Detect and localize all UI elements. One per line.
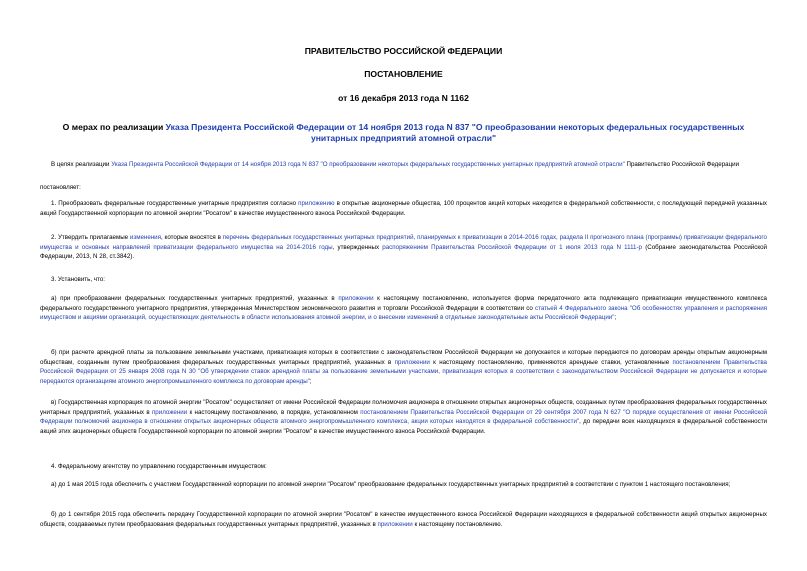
intro-decree-link[interactable]: Указа Президента Российской Федерации от 14 ноября 2013 года N 837 "О преобразовании некоторых федеральных государственных унитарных предприятий атомной отрасли" — [111, 161, 625, 168]
paragraph-4b-text-b: к настоящему постановлению. — [412, 520, 503, 528]
paragraph-4: 4. Федеральному агентству по управлению государственным имуществом: — [51, 463, 267, 470]
appendix-link[interactable]: приложении — [394, 358, 430, 366]
intro-text-2: Правительство Российской Федерации — [624, 161, 740, 168]
paragraph-2 — [40, 233, 767, 262]
decides-label: постановляет: — [40, 184, 81, 191]
paragraph-4a: а) до 1 мая 2015 года обеспечить с участием Государственной корпорации по атомной энергии "Росатом" преобразование федеральных государственных унитарных предприятий в соответствии с пунктом 1 настоящего постановления; — [51, 481, 731, 488]
paragraph-3c — [40, 398, 767, 436]
paragraph-1-text-b: в открытые акционерные общества, 100 процентов акций которых находится в федеральной собственности, с последующей передачей указанных акций Государственной корпорации по атомной энергии "Росатом" в качестве имущественного взноса Российской Федерации. — [40, 200, 767, 217]
government-order-link[interactable]: распоряжением Правительства Российской Федерации от 1 июля 2013 года N 1111-р — [382, 243, 642, 251]
title-decree-link[interactable]: Указа Президента Российской Федерации от 14 ноября 2013 года N 837 "О преобразовании некоторых федеральных государственных унитарных предприятий атомной отрасли" — [165, 122, 745, 143]
title-prefix: О мерах по реализации — [62, 122, 166, 132]
paragraph-3b — [40, 348, 767, 386]
paragraph-3c-text-a: в) Государственная корпорация по атомной энергии "Росатом" осуществляет от имени Российской Федерации полномочия акционера в отношении открытых акционерных обществ, созданных путем преобразования федеральных государственных унитарных предприятий, указанных в — [40, 399, 767, 416]
paragraph-3a-text-c: ; — [614, 314, 617, 322]
paragraph-2-text-b: , которые вносятся в — [161, 234, 223, 241]
changes-link[interactable]: изменения — [129, 234, 161, 241]
document-title — [46, 122, 761, 144]
paragraph-3b-text-c: ; — [309, 377, 312, 385]
intro-text-1: В целях реализации — [51, 161, 112, 168]
resolution-30-link[interactable]: постановлением Правительства Российской Федерации от 25 января 2008 года N 30 "Об утверждении ставок арендной платы за пользование земельными участками, приватизация которых в соответствии с законодательством Российской Федерации не допускается и которые передаются организациям атомного энергопромышленного комплекса по договорам аренды" — [40, 358, 767, 385]
federal-law-article-link[interactable]: статьей 4 Федерального закона "Об особенностях управления и распоряжения имуществом и акциями организаций, осуществляющих деятельность в области использования атомной энергии, и о внесении изменений в отдельные законодательные акты Российской Федерации" — [40, 304, 768, 322]
paragraph-3c-text-b: к настоящему постановлению, в порядке, установленном — [187, 408, 361, 416]
paragraph-2-text-a: 2. Утвердить прилагаемые — [51, 234, 130, 241]
paragraph-3b-text-a: б) при расчете арендной платы за пользование земельными участками, приватизация которых в соответствии с законодательством Российской Федерации не допускается и которые передаются по договорам аренды открытым акционерным обществам, созданным путем преобразования федеральных государственных унитарных предприятий, указанных в — [40, 349, 767, 366]
paragraph-4b — [40, 510, 767, 529]
paragraph-3c-text-c: , до передачи всех находящихся в федеральной собственности акций этих акционерных обществ Государственной корпорации по атомной энергии "Росатом" в качестве имущественного взноса Российской Федерации. — [40, 418, 767, 435]
paragraph-3a — [40, 294, 767, 323]
intro-paragraph — [40, 160, 767, 170]
privatization-list-link[interactable]: перечень федеральных государственных унитарных предприятий, планируемых к приватизации в 2014-2016 годах, раздела II прогнозного плана (программы) приватизации федерального имущества и основных направлений приватизации федерального имущества на 2014-2016 годы — [40, 234, 767, 251]
paragraph-3: 3. Установить, что: — [51, 276, 105, 283]
appendix-link[interactable]: приложению — [298, 200, 335, 207]
document-type-heading: ПОСТАНОВЛЕНИЕ — [364, 69, 443, 79]
government-heading: ПРАВИТЕЛЬСТВО РОССИЙСКОЙ ФЕДЕРАЦИИ — [304, 46, 503, 56]
paragraph-3a-text-a: а) при преобразовании федеральных государственных унитарных предприятий, указанных в — [51, 295, 339, 302]
resolution-627-link[interactable]: постановлением Правительства Российской Федерации от 29 сентября 2007 года N 627 "О порядке осуществления от имени Российской Федерации полномочий акционера в отношении открытых акционерных обществ атомного энергопромышленного комплекса, акции которых находятся в федеральной собственности" — [40, 408, 768, 426]
paragraph-3a-text-b: к настоящему постановлению, используется форма передаточного акта подлежащего приватизации имущественного комплекса федерального государственного унитарного предприятия, утвержденная Министерством экономического развития и торговли Российской Федерации в соответствии со — [40, 295, 767, 312]
appendix-link[interactable]: приложении — [151, 408, 188, 416]
paragraph-2-text-d: (Собрание законодательства Российской Федерации, 2013, N 28, ст.3842). — [40, 243, 767, 261]
document-date-number: от 16 декабря 2013 года N 1162 — [338, 93, 469, 103]
paragraph-1 — [40, 199, 767, 218]
appendix-link[interactable]: приложении — [377, 520, 413, 528]
paragraph-2-text-c: , утвержденных — [332, 243, 383, 251]
paragraph-4b-text-a: б) до 1 сентября 2015 года обеспечить передачу Государственной корпорации по атомной энергии "Росатом" в качестве имущественного взноса Российской Федерации находящихся в федеральной собственности акций открытых акционерных обществ, создаваемых путем преобразования федеральных государственных унитарных предприятий, указанных в — [40, 511, 767, 528]
paragraph-1-text-a: 1. Преобразовать федеральные государственные унитарные предприятия согласно — [51, 200, 299, 207]
paragraph-3b-text-b: к настоящему постановлению, применяются арендные ставки, установленные — [429, 358, 673, 366]
appendix-link[interactable]: приложении — [338, 295, 374, 302]
